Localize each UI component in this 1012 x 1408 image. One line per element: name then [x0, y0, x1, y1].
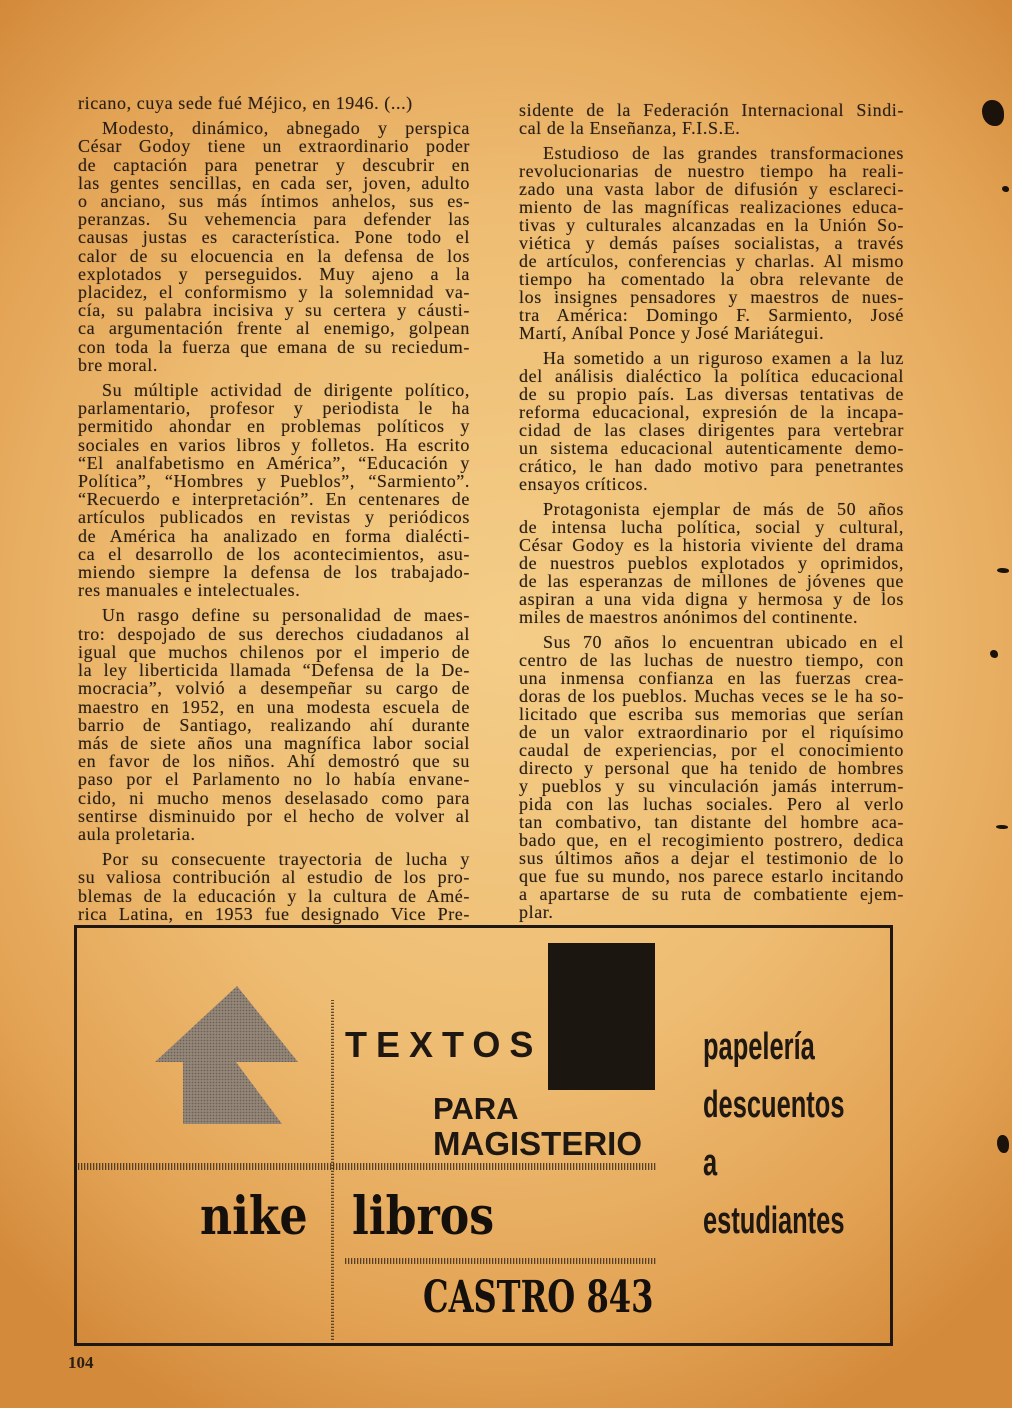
text-line: res manuales e intelectuales. [78, 580, 301, 601]
text-line: “El analfabetismo en América”, “Educación y [78, 452, 470, 473]
text-line: licitado que escriba sus memorias que serían [519, 704, 904, 724]
text-line: barrio de Santiago, realizando ahí durante [78, 714, 470, 735]
text-line: miento de las magníficas realizaciones educa- [519, 197, 904, 217]
text-line: calor de su elocuencia en la defensa de los [78, 245, 470, 266]
right-text-column [519, 101, 904, 921]
ad-text-magisterio: MAGISTERIO [433, 1125, 643, 1162]
ad-right-word: estudiantes [703, 1200, 845, 1242]
text-line: de un valor extraordinario por el riquísimo [519, 722, 904, 742]
text-line: explotados y perseguidos. Muy ajeno a la [78, 263, 470, 284]
left-text-column [78, 94, 470, 923]
text-line: peranzas. Su vehemencia para defender las [78, 209, 470, 230]
text-line: del análisis dialéctico la política educacional [519, 366, 904, 386]
text-line: miles de maestros anónimos del continente. [519, 607, 859, 627]
arrow-stem [183, 1062, 282, 1124]
paragraph [519, 500, 904, 626]
text-line: con toda la fuerza que emana de su reciedum- [78, 336, 470, 357]
text-line: ca argumentación frente al enemigo, golpean [78, 318, 470, 339]
text-line: permitido ahondar en problemas políticos y [78, 416, 470, 437]
text-line: causas justas es característica. Pone todo el [78, 227, 470, 248]
text-line: César Godoy es la historia viviente del drama [519, 535, 904, 555]
advertisement [74, 925, 893, 1346]
text-line: ensayos críticos. [519, 474, 649, 494]
text-line: de nuestros pueblos explotados y oprimidos, [519, 553, 904, 573]
paragraph [519, 633, 904, 921]
text-line: en favor de los niños. Ahí demostró que su [78, 751, 470, 772]
text-line: un sistema educacional autenticamente demo- [519, 438, 904, 458]
text-line: de intensa lucha política, social y cultural, [519, 517, 904, 537]
text-line: Modesto, dinámico, abnegado y perspica [102, 118, 470, 139]
text-line: las gentes sencillas, en cada ser, joven, adulto [78, 172, 470, 193]
text-line: reforma educacional, expresión de la incapa- [519, 402, 904, 422]
ad-right-word: a [703, 1142, 718, 1184]
text-line: su valiosa contribución al estudio de los pro- [78, 867, 470, 888]
text-line: la ley liberticida llamada “Defensa de la De- [78, 660, 470, 681]
text-line: Ha sometido a un riguroso examen a la luz [543, 348, 904, 368]
text-line: a apartarse de su ruta de combatiente ejem- [519, 884, 904, 904]
text-line: cal de la Enseñanza, F.I.S.E. [519, 118, 741, 138]
text-line: crático, le han dado motivo para penetrantes [519, 456, 904, 476]
ink-spot [982, 100, 1004, 126]
text-line: directo y personal que ha tenido de hombres [519, 758, 904, 778]
text-line: parlamentario, profesor y periodista le ha [78, 398, 470, 419]
paragraph [78, 119, 470, 374]
ink-spot [990, 650, 998, 658]
paragraph [519, 101, 904, 137]
text-line: de artículos, conferencias y charlas. Al mismo [519, 251, 904, 271]
text-line: más de siete años una magnífica labor social [78, 732, 470, 753]
ad-right-word: papelería [703, 1026, 815, 1068]
text-line: que fue su mundo, nos parece estarlo incitando [519, 866, 904, 886]
ink-spot [1002, 186, 1009, 192]
text-line: una inmensa confianza en las fuerzas crea- [519, 668, 904, 688]
text-line: rica Latina, en 1953 fue designado Vice Pre- [78, 903, 470, 924]
text-line: bre moral. [78, 354, 158, 375]
ad-text-libros: libros [352, 1186, 495, 1247]
arrow-head [155, 986, 298, 1062]
text-line: Sus 70 años lo encuentran ubicado en el [543, 632, 904, 652]
text-line: de las esperanzas de millones de jóvenes que [519, 571, 904, 591]
text-line: viética y demás países socialistas, a través [519, 233, 904, 253]
text-line: doras de los pueblos. Muchas veces se le ha so- [519, 686, 904, 706]
text-line: blemas de la educación y la cultura de Amé- [78, 885, 470, 906]
text-line: Un rasgo define su personalidad de maes- [102, 605, 470, 626]
ink-spot [997, 1135, 1009, 1153]
text-line: de América ha analizado en forma dialécti- [78, 525, 470, 546]
ad-heading-textos: TEXTOS [345, 1024, 543, 1065]
text-line: de captación para penetrar y descubrir en [78, 154, 470, 175]
vertical-halftone-rule [331, 1000, 334, 1340]
text-line: placidez, el conformismo y la solemnidad va- [78, 282, 470, 303]
text-line: cía, su palabra incisiva y su certera y cáusti- [78, 300, 470, 321]
brand-wordmark: nike [200, 1186, 308, 1247]
paragraph [519, 144, 904, 342]
text-line: bado que, en el recogimiento postrero, dedica [519, 830, 904, 850]
ad-address: CASTRO 843 [423, 1272, 654, 1323]
ad-right-word: descuentos [703, 1084, 845, 1126]
text-line: miendo siempre la defensa de los trabajado- [78, 562, 470, 583]
text-line: Estudioso de las grandes transformaciones [543, 143, 904, 163]
text-line: ricano, cuya sede fué Méjico, en 1946. (...) [78, 93, 413, 113]
text-line: caudal de experiencias, por el conocimiento [519, 740, 904, 760]
halftone-rule [345, 1258, 657, 1264]
paragraph [78, 94, 470, 112]
text-line: aspiran a una vida digna y hermosa y de los [519, 589, 904, 609]
black-square [548, 943, 655, 1090]
page-number: 104 [68, 1353, 94, 1372]
text-line: Por su consecuente trayectoria de lucha y [102, 849, 470, 870]
text-line: revolucionarias de nuestro tiempo ha reali- [519, 161, 904, 181]
text-line: Política”, “Hombres y Pueblos”, “Sarmiento”. [78, 471, 470, 492]
ad-right-word-list [703, 1018, 883, 1250]
text-line: igual que muchos chilenos por el imperio de [78, 641, 470, 662]
text-line: tan combativo, tan distante del hombre aca- [519, 812, 904, 832]
halftone-rule [78, 1163, 657, 1170]
text-line: sus últimos años a dejar el testimonio de lo [519, 848, 904, 868]
ad-text-para: PARA [433, 1091, 519, 1126]
text-line: “Recuerdo e interpretación”. En centenares de [78, 489, 470, 510]
text-line: artículos publicados en revistas y periódicos [78, 507, 470, 528]
text-line: tro: despojado de sus derechos ciudadanos al [78, 623, 470, 644]
text-line: Martí, Aníbal Ponce y José Mariátegui. [519, 323, 825, 343]
text-line: Su múltiple actividad de dirigente político, [102, 380, 470, 401]
text-line: Protagonista ejemplar de más de 50 años [543, 499, 904, 519]
text-line: cidad de las clases dirigentes para vertebrar [519, 420, 904, 440]
text-line: paso por el Parlamento no lo había envane- [78, 769, 470, 790]
ink-spot [996, 825, 1008, 829]
paragraph [519, 349, 904, 493]
text-line: aula proletaria. [78, 823, 196, 844]
text-line: maestro en 1952, en una modesta escuela de [78, 696, 470, 717]
paragraph [78, 850, 470, 923]
text-line: cido, ni mucho menos deselasado como para [78, 787, 470, 808]
paragraph [78, 381, 470, 599]
text-line: pida con las luchas sociales. Pero al verlo [519, 794, 904, 814]
text-line: y pueblos y su vinculación jamás interrum- [519, 776, 904, 796]
text-line: tra América: Domingo F. Sarmiento, José [519, 305, 904, 325]
text-line: tiempo ha comentado la obra relevante de [519, 269, 904, 289]
text-line: tivas y culturales alcanzadas en la Unión So- [519, 215, 904, 235]
text-line: sentirse disminuido por el hecho de volver al [78, 805, 470, 826]
text-line: de su propio país. Las diversas tentativas de [519, 384, 904, 404]
text-line: centro de las luchas de nuestro tiempo, con [519, 650, 904, 670]
text-line: mocracia”, volvió a desempeñar su cargo de [78, 678, 470, 699]
text-line: zado una vasta labor de difusión y esclareci- [519, 179, 904, 199]
text-line: plar. [519, 902, 554, 922]
text-line: sidente de la Federación Internacional Sindi- [519, 100, 904, 120]
ink-spot [997, 568, 1009, 573]
text-line: los insignes pensadores y maestros de nues- [519, 287, 904, 307]
text-line: o anciano, sus más íntimos anhelos, sus es- [78, 191, 470, 212]
text-line: sociales en varios libros y folletos. Ha escrito [78, 434, 470, 455]
paragraph [78, 606, 470, 843]
text-line: ca el desarrollo de los acontecimientos, asu- [78, 543, 470, 564]
text-line: César Godoy tiene un extraordinario poder [78, 136, 470, 157]
